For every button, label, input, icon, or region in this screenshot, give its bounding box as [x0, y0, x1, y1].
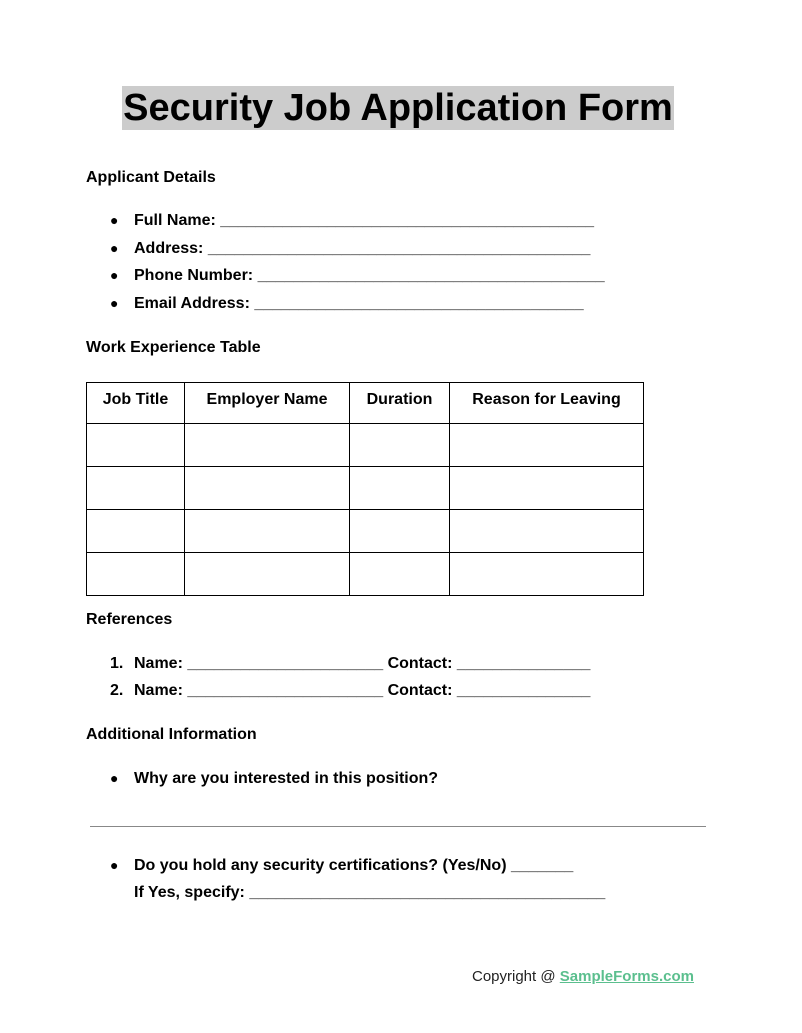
field-blank[interactable]: ___________________________________________: [207, 240, 591, 257]
field-blank[interactable]: __________________________________________: [220, 212, 594, 229]
question-text: Why are you interested in this position?: [134, 770, 439, 787]
bullet-icon: ●: [110, 770, 119, 786]
list-number: 1.: [110, 655, 124, 672]
name-blank[interactable]: ______________________: [187, 682, 384, 699]
name-label: Name:: [134, 655, 183, 672]
table-cell[interactable]: [87, 467, 185, 510]
contact-blank[interactable]: _______________: [456, 682, 591, 699]
table-row: [87, 510, 644, 553]
table-header-row: [87, 383, 644, 424]
field-label: Email Address:: [134, 295, 250, 312]
name-blank[interactable]: ______________________: [187, 655, 384, 672]
table-cell[interactable]: [450, 467, 644, 510]
page-title: Security Job Application Form: [123, 87, 673, 129]
field-label: Address:: [134, 240, 204, 257]
table-cell[interactable]: [450, 510, 644, 553]
certification-question[interactable]: [110, 857, 573, 875]
field-blank[interactable]: _______________________________________: [257, 267, 605, 284]
table-cell[interactable]: [450, 424, 644, 467]
reference-item-1[interactable]: [110, 655, 590, 673]
full-name-field[interactable]: [110, 212, 594, 230]
table-cell[interactable]: [185, 510, 350, 553]
bullet-icon: ●: [110, 267, 119, 283]
table-cell[interactable]: [350, 553, 450, 596]
field-label: Phone Number:: [134, 267, 254, 284]
reference-item-2[interactable]: [110, 682, 590, 700]
bullet-icon: ●: [110, 857, 119, 873]
email-address-field[interactable]: [110, 295, 584, 313]
references-heading: References: [86, 611, 173, 628]
certification-specify[interactable]: [110, 884, 605, 902]
answer-line[interactable]: [90, 826, 706, 827]
table-cell[interactable]: [185, 553, 350, 596]
field-blank[interactable]: _____________________________________: [254, 295, 584, 312]
col-job-title: Job Title: [87, 383, 185, 424]
work-experience-table: [86, 382, 644, 596]
copyright-text: Copyright @: [472, 968, 560, 985]
sampleforms-link[interactable]: SampleForms.com: [559, 968, 694, 985]
table-cell[interactable]: [87, 510, 185, 553]
list-number: 2.: [110, 682, 124, 699]
table-cell[interactable]: [350, 510, 450, 553]
additional-info-heading: Additional Information: [86, 726, 257, 743]
contact-label: Contact:: [387, 655, 453, 672]
field-label: Full Name:: [134, 212, 216, 229]
col-reason-for-leaving: Reason for Leaving: [450, 383, 644, 424]
col-employer-name: Employer Name: [185, 383, 350, 424]
table-cell[interactable]: [450, 553, 644, 596]
contact-label: Contact:: [387, 682, 453, 699]
title-wrap: [0, 86, 796, 130]
address-field[interactable]: [110, 240, 590, 258]
name-label: Name:: [134, 682, 183, 699]
table-cell[interactable]: [185, 424, 350, 467]
table-row: [87, 424, 644, 467]
question-text: Do you hold any security certifications? (Yes/No) _______: [134, 857, 574, 874]
table-cell[interactable]: [350, 424, 450, 467]
table-cell[interactable]: [87, 424, 185, 467]
phone-number-field[interactable]: [110, 267, 605, 285]
copyright-footer: [472, 968, 694, 985]
table-cell[interactable]: [185, 467, 350, 510]
col-duration: Duration: [350, 383, 450, 424]
work-experience-heading: Work Experience Table: [86, 339, 261, 356]
bullet-icon: ●: [110, 295, 119, 311]
bullet-icon: ●: [110, 212, 119, 228]
table-cell[interactable]: [87, 553, 185, 596]
interest-question: [110, 770, 438, 788]
bullet-icon: ●: [110, 240, 119, 256]
contact-blank[interactable]: _______________: [456, 655, 591, 672]
applicant-details-heading: Applicant Details: [86, 169, 216, 186]
table-row: [87, 553, 644, 596]
table-row: [87, 467, 644, 510]
table-cell[interactable]: [350, 467, 450, 510]
specify-text: If Yes, specify: ________________________________________: [134, 884, 606, 901]
